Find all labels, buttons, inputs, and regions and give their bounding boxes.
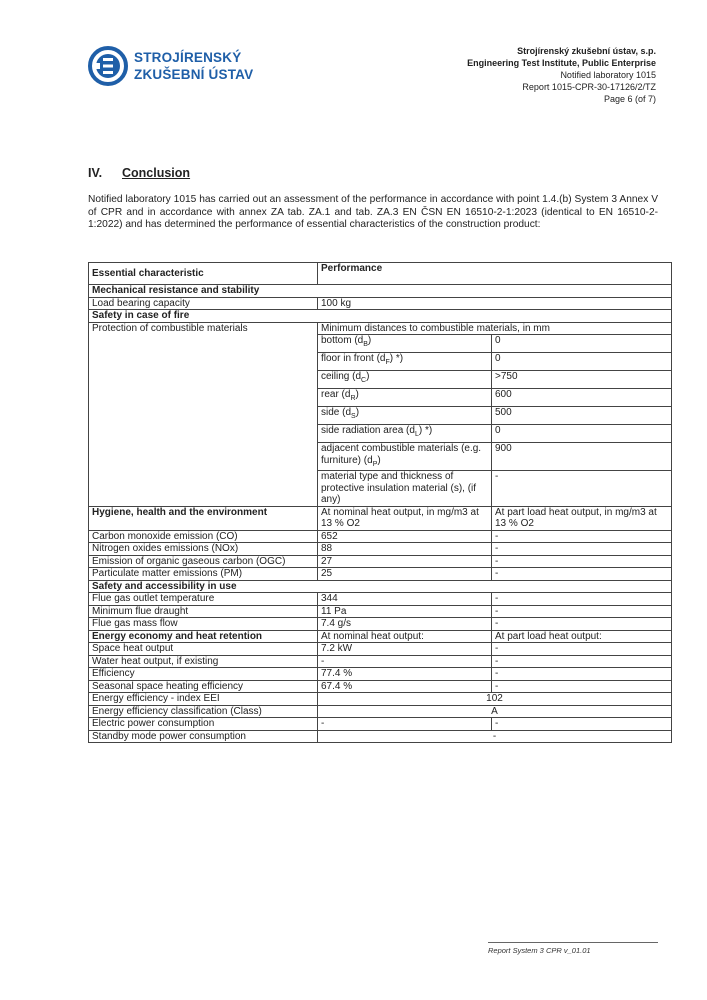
safety-nominal: 344 bbox=[318, 593, 492, 606]
table-row bbox=[89, 705, 672, 718]
safety-part: - bbox=[492, 618, 672, 631]
safety-label: Flue gas outlet temperature bbox=[89, 593, 318, 606]
section-title: Conclusion bbox=[122, 166, 191, 180]
nominal-header: At nominal heat output, in mg/m3 at 13 % O2 bbox=[318, 506, 492, 530]
group-row-fire bbox=[89, 310, 672, 323]
performance-table bbox=[88, 262, 672, 743]
group-safety: Safety and accessibility in use bbox=[89, 580, 672, 593]
safety-part: - bbox=[492, 605, 672, 618]
min-distance-label: Minimum distances to combustible materials, in mm bbox=[318, 322, 672, 335]
distance-label: bottom $(d_B)$ bbox=[318, 335, 492, 353]
header-org-en: Engineering Test Institute, Public Enterprise bbox=[467, 58, 656, 68]
header-lab: Notified laboratory 1015 bbox=[560, 70, 656, 80]
distance-label: floor in front $(d_F)$ *) bbox=[318, 353, 492, 371]
distance-label: adjacent combustible materials (e.g. furniture) $(d_P)$ bbox=[318, 443, 492, 471]
logo-line-2: ZKUŠEBNÍ ÚSTAV bbox=[134, 67, 254, 82]
safety-nominal: 11 Pa bbox=[318, 605, 492, 618]
emission-nominal: 88 bbox=[318, 543, 492, 556]
group-row-mechanical bbox=[89, 285, 672, 298]
safety-nominal: 7.4 g/s bbox=[318, 618, 492, 631]
document-header bbox=[467, 45, 656, 105]
class-label: Energy efficiency classification (Class) bbox=[89, 705, 318, 718]
distance-value: 0 bbox=[492, 335, 672, 353]
header-report: Report 1015-CPR-30-17126/2/TZ bbox=[522, 82, 656, 92]
distance-label: rear $(d_R)$ bbox=[318, 389, 492, 407]
table-row bbox=[89, 730, 672, 743]
energy-part-header: At part load heat output: bbox=[492, 630, 672, 643]
table-row bbox=[89, 568, 672, 581]
safety-part: - bbox=[492, 593, 672, 606]
group-hygiene: Hygiene, health and the environment bbox=[89, 506, 318, 530]
energy-part: - bbox=[492, 668, 672, 681]
table-row bbox=[89, 297, 672, 310]
group-row-hygiene bbox=[89, 506, 672, 530]
page-footer: Report System 3 CPR v_01.01 bbox=[488, 942, 658, 955]
table-row bbox=[89, 605, 672, 618]
col-header-characteristic: Essential characteristic bbox=[89, 263, 318, 285]
protection-label: Protection of combustible materials bbox=[89, 322, 318, 506]
intro-paragraph: Notified laboratory 1015 has carried out an assessment of the performance in accordance with point 1.4.(b) System 3 Annex V of CPR and in accordance with annex ZA tab. ZA.1 and tab. ZA.3 EN ČSN EN 16510-2-1:2023 (identical to EN 16510-2-1:2022) and has determined the performance of essential characteristics of the construction product: bbox=[88, 194, 658, 231]
table-row bbox=[89, 618, 672, 631]
load-value: 100 kg bbox=[318, 297, 672, 310]
energy-nominal: 7.2 kW bbox=[318, 643, 492, 656]
szu-logo-icon bbox=[88, 46, 128, 86]
load-label: Load bearing capacity bbox=[89, 297, 318, 310]
standby-value: - bbox=[318, 730, 672, 743]
header-org-cz: Strojírenský zkušební ústav, s.p. bbox=[517, 46, 656, 56]
table-row bbox=[89, 668, 672, 681]
table-row bbox=[89, 530, 672, 543]
distance-label: side radiation area $(d_L)$ *) bbox=[318, 425, 492, 443]
emission-part: - bbox=[492, 568, 672, 581]
distance-value: >750 bbox=[492, 371, 672, 389]
electric-part: - bbox=[492, 718, 672, 731]
group-fire: Safety in case of fire bbox=[89, 310, 672, 323]
energy-part: - bbox=[492, 655, 672, 668]
emission-part: - bbox=[492, 543, 672, 556]
group-energy: Energy economy and heat retention bbox=[89, 630, 318, 643]
table-row bbox=[89, 643, 672, 656]
emission-nominal: 652 bbox=[318, 530, 492, 543]
table-row bbox=[89, 322, 672, 335]
table-row bbox=[89, 543, 672, 556]
eei-value: 102 bbox=[318, 693, 672, 706]
col-header-performance: Performance bbox=[318, 263, 672, 285]
distance-value: 0 bbox=[492, 425, 672, 443]
emission-nominal: 27 bbox=[318, 555, 492, 568]
energy-label: Water heat output, if existing bbox=[89, 655, 318, 668]
emission-label: Nitrogen oxides emissions (NOx) bbox=[89, 543, 318, 556]
header-page: Page 6 (of 7) bbox=[603, 94, 656, 104]
table-row bbox=[89, 555, 672, 568]
emission-part: - bbox=[492, 530, 672, 543]
distance-label: side $(d_S)$ bbox=[318, 407, 492, 425]
energy-nominal: - bbox=[318, 655, 492, 668]
energy-label: Space heat output bbox=[89, 643, 318, 656]
emission-label: Carbon monoxide emission (CO) bbox=[89, 530, 318, 543]
group-row-energy bbox=[89, 630, 672, 643]
distance-label: material type and thickness of protective insulation material (s), (if any) bbox=[318, 471, 492, 507]
table-row bbox=[89, 693, 672, 706]
electric-nominal: - bbox=[318, 718, 492, 731]
distance-value: 600 bbox=[492, 389, 672, 407]
table-row bbox=[89, 680, 672, 693]
company-logo bbox=[88, 46, 253, 86]
distance-value: 0 bbox=[492, 353, 672, 371]
safety-label: Minimum flue draught bbox=[89, 605, 318, 618]
emission-part: - bbox=[492, 555, 672, 568]
energy-nominal: 77.4 % bbox=[318, 668, 492, 681]
class-value: A bbox=[318, 705, 672, 718]
table-row bbox=[89, 655, 672, 668]
emission-label: Particulate matter emissions (PM) bbox=[89, 568, 318, 581]
section-heading bbox=[88, 166, 190, 180]
energy-part: - bbox=[492, 643, 672, 656]
eei-label: Energy efficiency - index EEI bbox=[89, 693, 318, 706]
emission-nominal: 25 bbox=[318, 568, 492, 581]
table-row bbox=[89, 593, 672, 606]
electric-label: Electric power consumption bbox=[89, 718, 318, 731]
energy-nominal-header: At nominal heat output: bbox=[318, 630, 492, 643]
table-header-row bbox=[89, 263, 672, 285]
energy-label: Seasonal space heating efficiency bbox=[89, 680, 318, 693]
group-mechanical: Mechanical resistance and stability bbox=[89, 285, 672, 298]
distance-value: - bbox=[492, 471, 672, 507]
standby-label: Standby mode power consumption bbox=[89, 730, 318, 743]
section-number: IV. bbox=[88, 166, 103, 180]
energy-label: Efficiency bbox=[89, 668, 318, 681]
logo-line-1: STROJÍRENSKÝ bbox=[134, 50, 242, 65]
safety-label: Flue gas mass flow bbox=[89, 618, 318, 631]
distance-label: ceiling $(d_C)$ bbox=[318, 371, 492, 389]
energy-nominal: 67.4 % bbox=[318, 680, 492, 693]
table-row bbox=[89, 718, 672, 731]
distance-value: 900 bbox=[492, 443, 672, 471]
energy-part: - bbox=[492, 680, 672, 693]
distance-value: 500 bbox=[492, 407, 672, 425]
emission-label: Emission of organic gaseous carbon (OGC) bbox=[89, 555, 318, 568]
group-row-safety bbox=[89, 580, 672, 593]
part-header: At part load heat output, in mg/m3 at 13 % O2 bbox=[492, 506, 672, 530]
